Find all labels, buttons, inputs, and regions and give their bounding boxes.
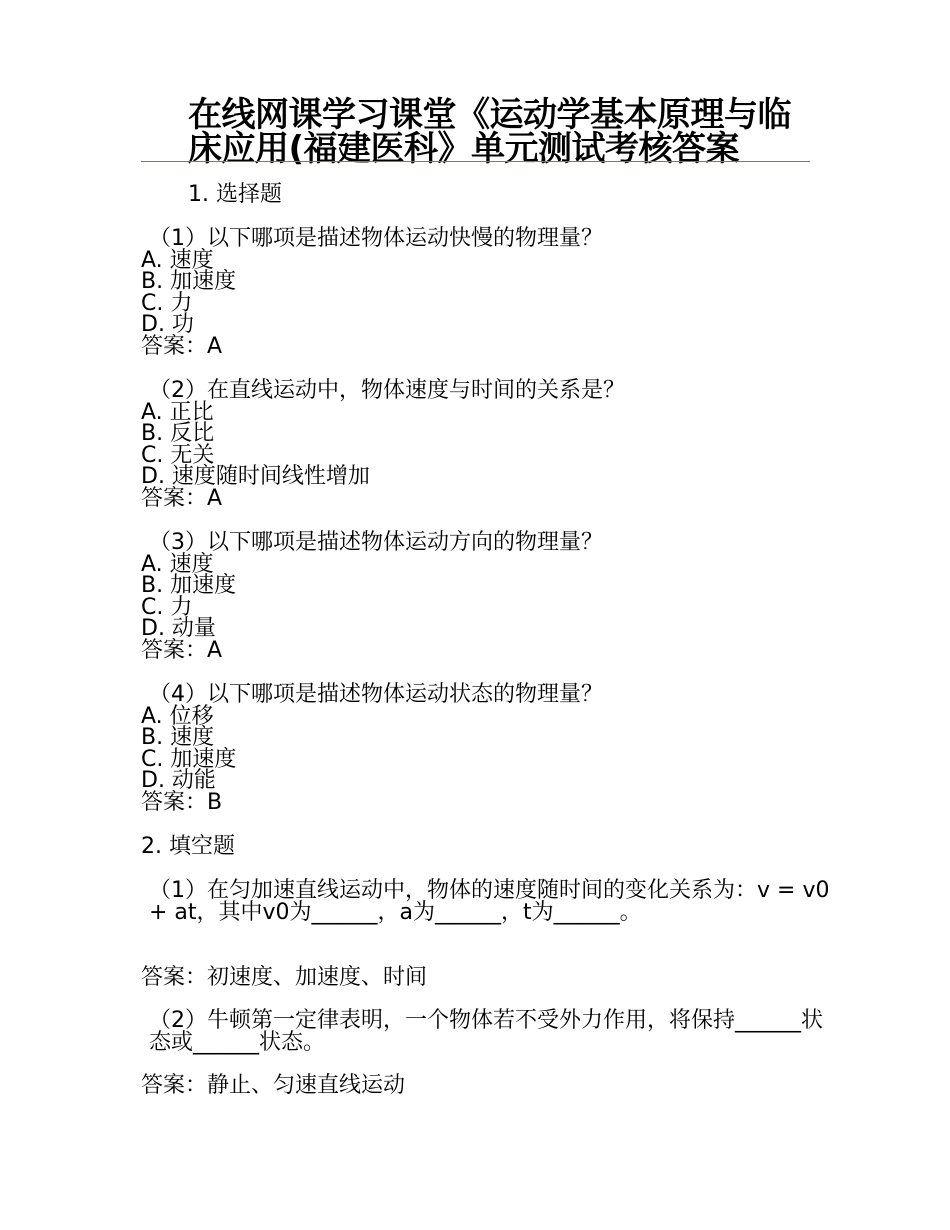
option-a: A. 速度 bbox=[141, 551, 214, 577]
choice-question-3 bbox=[141, 532, 603, 661]
section-heading-choice: 1. 选择题 bbox=[188, 182, 282, 207]
option-b: B. 加速度 bbox=[141, 573, 237, 598]
answer: 答案：B bbox=[141, 789, 223, 815]
option-c: C. 加速度 bbox=[141, 746, 237, 772]
question-stem: （1）在匀加速直线运动中，物体的速度随时间的变化关系为：v = v0 + at，其中v0为______，a为______，t为______。 bbox=[149, 878, 830, 925]
answer: 答案：A bbox=[141, 333, 223, 359]
option-b: B. 速度 bbox=[141, 725, 215, 750]
option-d: D. 动能 bbox=[141, 768, 216, 793]
title-underline bbox=[141, 161, 810, 162]
fill-answer-1: 答案：初速度、加速度、时间 bbox=[141, 965, 428, 990]
title-line-2: 床应用(福建医科》单元测试考核答案 bbox=[188, 129, 740, 169]
fill-question-1 bbox=[141, 880, 831, 924]
section-heading-fill: 2. 填空题 bbox=[141, 834, 235, 859]
option-d: D. 动量 bbox=[141, 616, 216, 641]
question-stem: （2）在直线运动中，物体速度与时间的关系是？ bbox=[149, 378, 625, 403]
choice-question-1 bbox=[141, 228, 603, 357]
option-c: C. 无关 bbox=[141, 442, 215, 468]
option-a: A. 速度 bbox=[141, 247, 214, 273]
option-a: A. 位移 bbox=[141, 703, 214, 729]
answer: 答案：A bbox=[141, 485, 223, 511]
option-c: C. 力 bbox=[141, 290, 193, 316]
answer: 答案：A bbox=[141, 637, 223, 663]
choice-question-2 bbox=[141, 380, 625, 509]
question-stem: （2）牛顿第一定律表明，一个物体若不受外力作用，将保持______状态或______状态。 bbox=[149, 1008, 823, 1055]
fill-answer-2: 答案：静止、匀速直线运动 bbox=[141, 1073, 406, 1098]
question-stem: （3）以下哪项是描述物体运动方向的物理量？ bbox=[149, 530, 603, 555]
option-d: D. 功 bbox=[141, 312, 194, 337]
option-b: B. 反比 bbox=[141, 421, 215, 446]
option-b: B. 加速度 bbox=[141, 269, 237, 294]
title-line-1: 在线网课学习课堂《运动学基本原理与临 bbox=[188, 95, 791, 135]
choice-question-4 bbox=[141, 684, 603, 813]
question-stem: （4）以下哪项是描述物体运动状态的物理量？ bbox=[149, 682, 603, 707]
fill-question-2 bbox=[141, 1010, 831, 1054]
option-d: D. 速度随时间线性增加 bbox=[141, 464, 370, 489]
document-title bbox=[188, 95, 828, 169]
question-stem: （1）以下哪项是描述物体运动快慢的物理量？ bbox=[149, 226, 603, 251]
option-c: C. 力 bbox=[141, 594, 193, 620]
option-a: A. 正比 bbox=[141, 399, 214, 425]
